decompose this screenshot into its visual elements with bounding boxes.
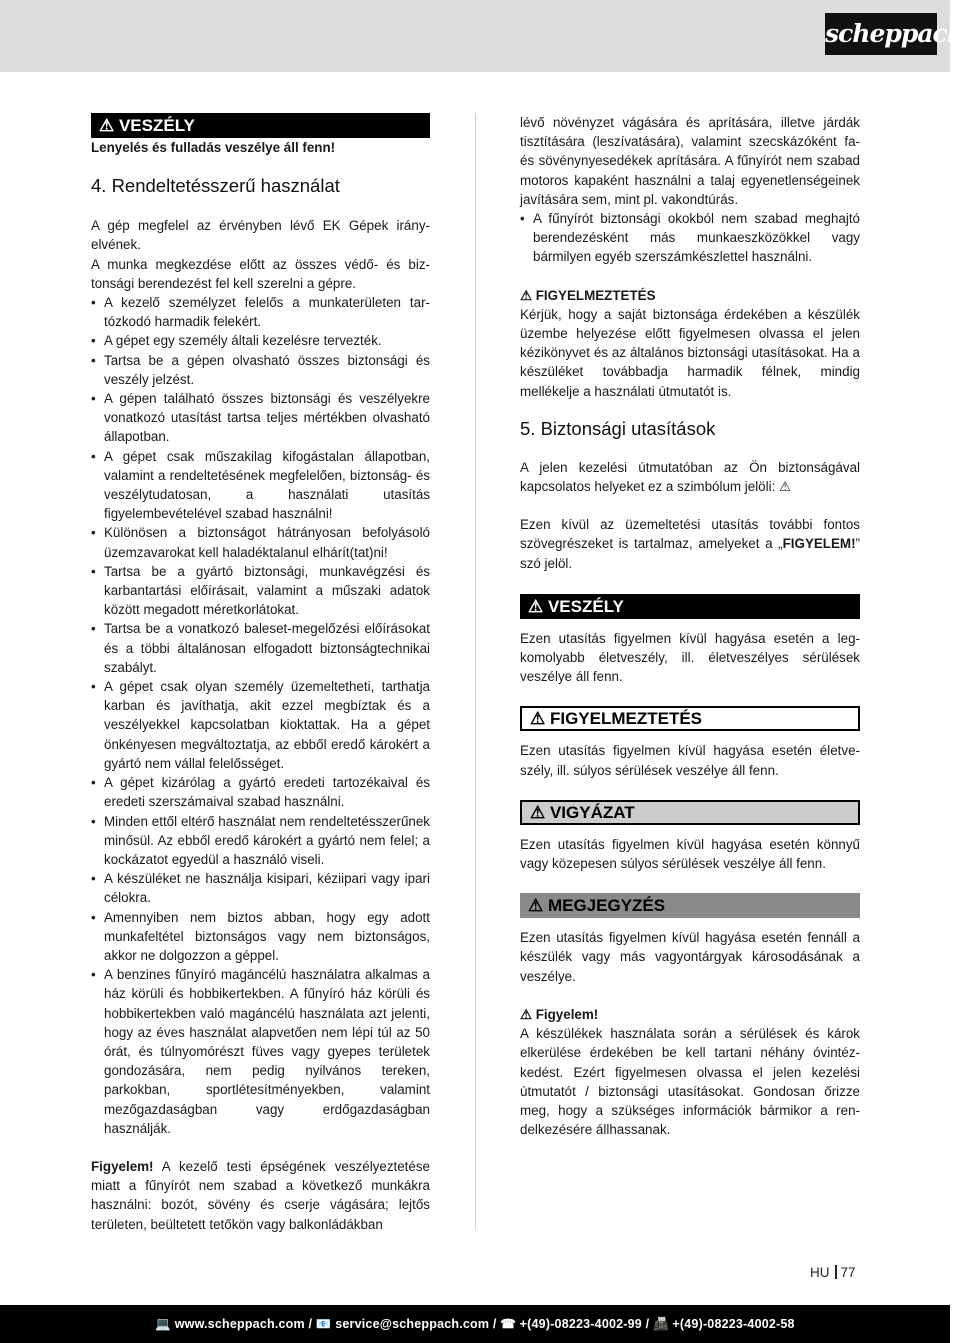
attention-text: A készülékek használata során a sérülések és károk elkerülése érdekében be kell tartani néhány óvintézkedést. Ezért figyelmesen olvassa el jelen kezelési útmutatót / biztonsági utasításokat. Gondosan őrizze meg, hogy a szükséges információk bármikor a rendelkezésére állhassanak. bbox=[520, 1026, 860, 1138]
list-item: • A gépet egy személy általi kezelésre tervezték. bbox=[91, 331, 430, 350]
caution-text: A kezelő testi épségének veszélyeztetése miatt a fűnyírót nem szabad a következő munkákra használni: bozót, sövény és cserje vágására; lejtős területen, beültetett tetőkön vagy balkonládákban bbox=[91, 1158, 430, 1232]
page-separator bbox=[835, 1265, 837, 1279]
note-banner: ⚠ MEGJEGYZÉS bbox=[520, 893, 860, 918]
page-number bbox=[810, 1265, 856, 1280]
danger-text: Lenyelés és fulladás veszélye áll fenn! bbox=[91, 140, 336, 155]
section-4-title: 4. Rendeltetésszerű használat bbox=[91, 175, 340, 197]
intro-paragraph-2: A munka megkezdése előtt az összes védő- és biztonsági berendezést fel kell szerelni a gépre. bbox=[91, 256, 430, 291]
danger-banner: ⚠ VESZÉLY bbox=[91, 113, 430, 138]
danger-text: Ezen utasítás figyelmen kívül hagyása esetén a legkomolyabb életveszély, ill. életveszélyes sérülések veszélye áll fenn. bbox=[520, 630, 860, 685]
warning-banner: ⚠ FIGYELMEZTETÉS bbox=[520, 706, 860, 731]
continued-bullet-list bbox=[520, 209, 860, 267]
signal-word-post: ” szó jelöl. bbox=[520, 536, 860, 571]
signal-word-bold: FIGYELEM! bbox=[782, 536, 856, 552]
header-bar bbox=[0, 0, 964, 72]
left-column bbox=[91, 113, 430, 1234]
usage-bullet-list bbox=[91, 293, 430, 1138]
list-item: • A gépet csak műszakilag kifogástalan állapotban, valamint a rendeltetésének megfelelően, biztonság- és veszélytudatosan, a használati utasítás figyelembevételével szabad használni! bbox=[91, 447, 430, 524]
column-divider bbox=[475, 113, 476, 1230]
signal-word-pre: Ezen kívül az üzemeltetési utasítás további fontos szövegrészeket is tartalmaz, amelyeket a „ bbox=[520, 517, 860, 552]
caution-paragraph bbox=[91, 1157, 430, 1234]
page-num: 77 bbox=[840, 1265, 856, 1280]
list-item: • A benzines fűnyíró magáncélú használatra alkalmas a ház körüli és hobbikertekben. A fűnyíró ház körüli és hobbikertekben való magáncélú használata azt jelenti, hogy az éves használat alapvetően nem lépi túl az 50 órát, és túlnyomórészt füves vagy gyepes területek gondozására, nem pedig nyilvános tereken, parkokban, sportlétesítményekben, valamint mezőgazdaságban vagy erdőgazdaságban használják. bbox=[91, 965, 430, 1138]
continued-paragraph: lévő növényzet vágására és aprítására, illetve járdák tisztítására (leszívatására), valamint szecskázóként fa- és sövénynyesedékek aprítására. A fűnyírót nem szabad motoros kapaként használni a talaj egyenetlenségeinek javítására sem, mint pl. vakondtúrás. bbox=[520, 115, 860, 207]
list-item: • A gépet kizárólag a gyártó eredeti tartozékaival és eredeti szerszámaival szabad használni. bbox=[91, 773, 430, 811]
list-item: • A gépet csak olyan személy üzemeltetheti, tarthatja karban és javíthatja, akit ezzel megbíztak és a veszélyekkel kapcsolatban kioktattak. Ha a gépet önkényesen megváltoztatja, az ebből eredő károkért a gyártó nem vállal felelősséget. bbox=[91, 677, 430, 773]
warning-text: Ezen utasítás figyelmen kívül hagyása esetén életveszély, ill. súlyos sérülések veszélye áll fenn. bbox=[520, 743, 860, 778]
list-item: • A kezelő személyzet felelős a munkaterületen tartózkodó harmadik felekért. bbox=[91, 293, 430, 331]
footer-bar bbox=[0, 1305, 950, 1343]
page-lang: HU bbox=[810, 1265, 830, 1280]
danger-banner: ⚠ VESZÉLY bbox=[520, 594, 860, 619]
signal-word-paragraph bbox=[520, 515, 860, 573]
caution-label: Figyelem! bbox=[91, 1158, 154, 1174]
list-item: • Különösen a biztonságot hátrányosan befolyásoló üzemzavarokat kell haladéktalanul elhárít(tat)ni! bbox=[91, 523, 430, 561]
attention-title: ⚠ Figyelem! bbox=[520, 1006, 599, 1022]
intro-paragraph-1: A gép megfelel az érvényben lévő EK Gépek irányelvének. bbox=[91, 218, 430, 253]
list-item: • A készüléket ne használja kisipari, kéziipari vagy ipari célokra. bbox=[91, 869, 430, 907]
brand-logo: scheppach bbox=[825, 13, 937, 55]
list-item: • Tartsa be a vonatkozó baleset-megelőzési előírásokat és a többi általánosan elfogadott biztonságtechnikai szabályt. bbox=[91, 619, 430, 677]
warning-small-text: Kérjük, hogy a saját biztonsága érdekében a készülék üzembe helyezése előtt figyelmesen olvassa el jelen kézikönyvet és az általános biztonsági utasításokat. Ha a készüléket továbbadja harmadik félnek, mindig mellékelje a használati útmutatót is. bbox=[520, 306, 860, 399]
symbol-paragraph: A jelen kezelési útmutatóban az Ön biztonságával kapcsolatos helyeket ez a szimbólum jelöli: ⚠ bbox=[520, 459, 860, 495]
caution-banner: ⚠ VIGYÁZAT bbox=[520, 800, 860, 825]
caution-text: Ezen utasítás figyelmen kívül hagyása esetén könnyű vagy közepesen súlyos sérülések veszélye áll fenn. bbox=[520, 836, 860, 872]
section-5-title: 5. Biztonsági utasítások bbox=[520, 417, 716, 439]
list-item: • A gépen található összes biztonsági és veszélyekre vonatkozó utasítást tartsa teljes mértékben olvasható állapotban. bbox=[91, 389, 430, 447]
list-item: • Tartsa be a gyártó biztonsági, munkavégzési és karbantartási előírásait, valamint a műszaki adatok között megadott méretkorlátokat. bbox=[91, 562, 430, 620]
list-item: • Minden ettől eltérő használat nem rendeltetésszerűnek minősül. Az ebből eredő károkért a gyártó nem felel; a kockázatot egyedül a használó viseli. bbox=[91, 812, 430, 870]
right-column bbox=[520, 113, 860, 1139]
note-text: Ezen utasítás figyelmen kívül hagyása esetén fennáll a készülék vagy más vagyontárgyak károsodásának a veszélye. bbox=[520, 930, 860, 984]
list-item: • Tartsa be a gépen olvasható összes biztonsági és veszély jelzést. bbox=[91, 351, 430, 389]
list-item: • Amennyiben nem biztos abban, hogy egy adott munkafeltétel biztonságos vagy nem biztonságos, akkor ne dolgozzon a géppel. bbox=[91, 908, 430, 966]
warning-small-title: ⚠ FIGYELMEZTETÉS bbox=[520, 287, 656, 303]
footer-contact: 💻 www.scheppach.com / 📧 service@scheppach.com / ☎ +(49)-08223-4002-99 / 📠 +(49)-08223-4002-58 bbox=[155, 1317, 795, 1331]
list-item: • A fűnyírót biztonsági okokból nem szabad meghajtó berendezésként más munkaeszközökkel vagy bármilyen egyéb szerszámkészlettel használni. bbox=[520, 209, 860, 267]
